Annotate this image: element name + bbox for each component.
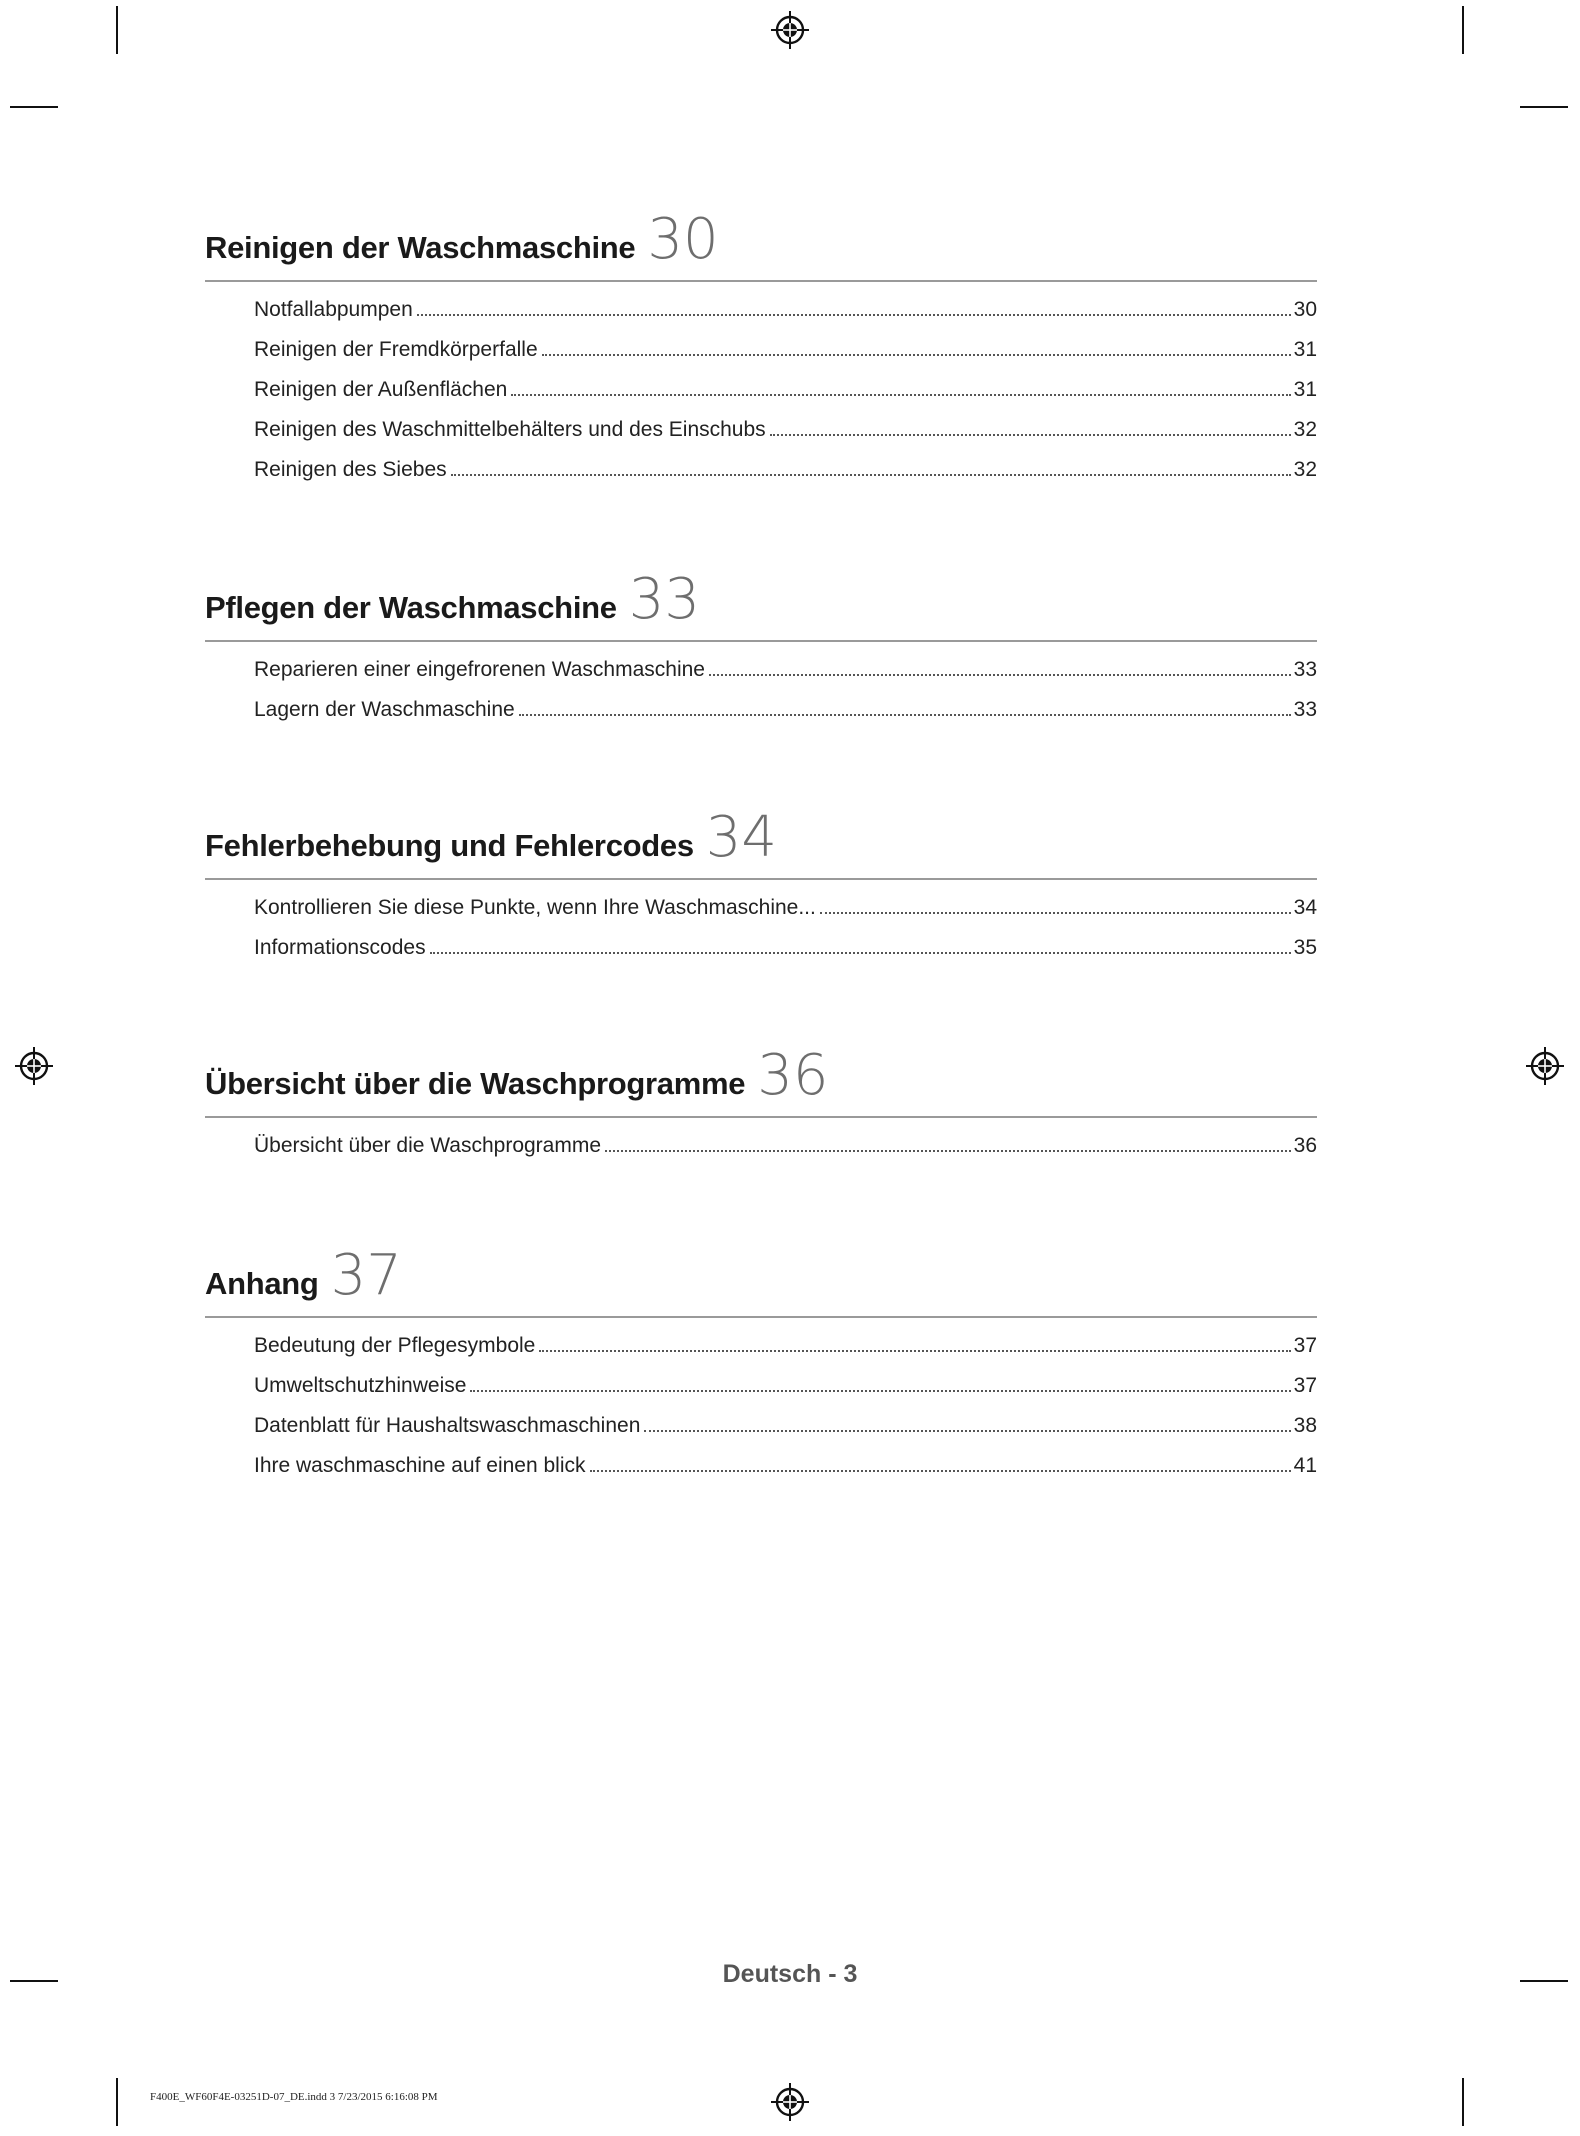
section-heading [205, 805, 1317, 880]
toc-entry[interactable] [254, 290, 1317, 330]
dot-leader [519, 713, 1291, 716]
dot-leader [605, 1149, 1291, 1152]
registration-target-icon [770, 10, 810, 50]
toc-entry-label: Informationscodes [254, 936, 426, 959]
toc-entry[interactable] [254, 650, 1317, 690]
toc-entry-list [205, 650, 1317, 730]
toc-section-fehlerbehebung [205, 805, 1317, 968]
toc-entry[interactable] [254, 450, 1317, 490]
toc-entry-page: 36 [1293, 1134, 1317, 1157]
toc-entry[interactable] [254, 928, 1317, 968]
toc-entry[interactable] [254, 1326, 1317, 1366]
section-heading [205, 207, 1317, 282]
crop-mark-bottom-right-vertical [1462, 2078, 1464, 2126]
section-page-number: 36 [757, 1043, 829, 1108]
toc-entry-page: 34 [1293, 896, 1317, 919]
crop-mark-top-left-vertical [116, 6, 118, 54]
toc-entry-label: Lagern der Waschmaschine [254, 698, 515, 721]
toc-entry-page: 41 [1293, 1454, 1317, 1477]
toc-entry-list [205, 1126, 1317, 1166]
section-title: Übersicht über die Waschprogramme [205, 1066, 746, 1101]
dot-leader [417, 313, 1291, 316]
dot-leader [590, 1469, 1291, 1472]
toc-entry-label: Reinigen des Siebes [254, 458, 447, 481]
registration-target-icon [1525, 1046, 1565, 1086]
toc-entry-label: Kontrollieren Sie diese Punkte, wenn Ihre Waschmaschine... [254, 896, 816, 919]
toc-entry-page: 31 [1293, 378, 1317, 401]
page-number-footer: Deutsch - 3 [722, 1960, 858, 1988]
dot-leader [539, 1349, 1290, 1352]
section-heading [205, 1043, 1317, 1118]
toc-entry-page: 33 [1293, 698, 1317, 721]
registration-target-icon [14, 1046, 54, 1086]
dot-leader [770, 433, 1291, 436]
crop-mark-top-right-vertical [1462, 6, 1464, 54]
toc-entry-label: Reparieren einer eingefrorenen Waschmaschine [254, 658, 705, 681]
toc-entry[interactable] [254, 330, 1317, 370]
toc-entry-label: Reinigen des Waschmittelbehälters und des Einschubs [254, 418, 766, 441]
toc-section-reinigen [205, 207, 1317, 490]
crop-mark-top-right-horizontal [1520, 106, 1568, 108]
toc-entry-page: 32 [1293, 418, 1317, 441]
section-title: Reinigen der Waschmaschine [205, 230, 636, 265]
dot-leader [709, 673, 1291, 676]
section-title: Anhang [205, 1266, 319, 1301]
section-page-number: 33 [628, 567, 700, 632]
toc-entry-page: 35 [1293, 936, 1317, 959]
toc-entry[interactable] [254, 1366, 1317, 1406]
section-page-number: 34 [705, 805, 778, 870]
toc-entry-page: 33 [1293, 658, 1317, 681]
toc-entry-list [205, 290, 1317, 490]
section-heading [205, 567, 1317, 642]
crop-mark-top-left-horizontal [10, 106, 58, 108]
toc-section-uebersicht [205, 1043, 1317, 1166]
toc-section-anhang [205, 1243, 1317, 1486]
toc-entry[interactable] [254, 1406, 1317, 1446]
dot-leader [542, 353, 1291, 356]
toc-entry-page: 30 [1293, 298, 1317, 321]
toc-section-pflegen [205, 567, 1317, 730]
section-heading [205, 1243, 1317, 1318]
dot-leader [511, 393, 1290, 396]
registration-target-icon [770, 2082, 810, 2122]
toc-entry-list [205, 888, 1317, 968]
section-page-number: 37 [330, 1243, 402, 1308]
toc-entry-page: 37 [1293, 1374, 1317, 1397]
toc-entry-page: 38 [1293, 1414, 1317, 1437]
crop-mark-bottom-left-vertical [116, 2078, 118, 2126]
toc-entry-label: Ihre waschmaschine auf einen blick [254, 1454, 586, 1477]
toc-entry-page: 37 [1293, 1334, 1317, 1357]
toc-entry-label: Bedeutung der Pflegesymbole [254, 1334, 536, 1357]
toc-entry[interactable] [254, 1446, 1317, 1486]
print-slug: F400E_WF60F4E-03251D-07_DE.indd 3 7/23/2015 6:16:08 PM [150, 2091, 438, 2103]
toc-entry-label: Datenblatt für Haushaltswaschmaschinen [254, 1414, 641, 1437]
dot-leader [820, 911, 1291, 914]
section-title: Fehlerbehebung und Fehlercodes [205, 828, 694, 863]
toc-entry[interactable] [254, 370, 1317, 410]
toc-entry[interactable] [254, 690, 1317, 730]
dot-leader [470, 1389, 1290, 1392]
dot-leader [644, 1429, 1290, 1432]
toc-entry-page: 32 [1293, 458, 1317, 481]
dot-leader [451, 473, 1291, 476]
section-page-number: 30 [647, 207, 719, 272]
toc-entry-label: Übersicht über die Waschprogramme [254, 1134, 602, 1157]
dot-leader [430, 951, 1291, 954]
toc-entry-label: Reinigen der Fremdkörperfalle [254, 338, 538, 361]
toc-entry[interactable] [254, 888, 1317, 928]
toc-entry-page: 31 [1293, 338, 1317, 361]
toc-entry-list [205, 1326, 1317, 1486]
toc-entry-label: Umweltschutzhinweise [254, 1374, 467, 1397]
toc-entry-label: Notfallabpumpen [254, 298, 413, 321]
toc-entry[interactable] [254, 1126, 1317, 1166]
section-title: Pflegen der Waschmaschine [205, 590, 617, 625]
toc-entry-label: Reinigen der Außenflächen [254, 378, 508, 401]
toc-entry[interactable] [254, 410, 1317, 450]
